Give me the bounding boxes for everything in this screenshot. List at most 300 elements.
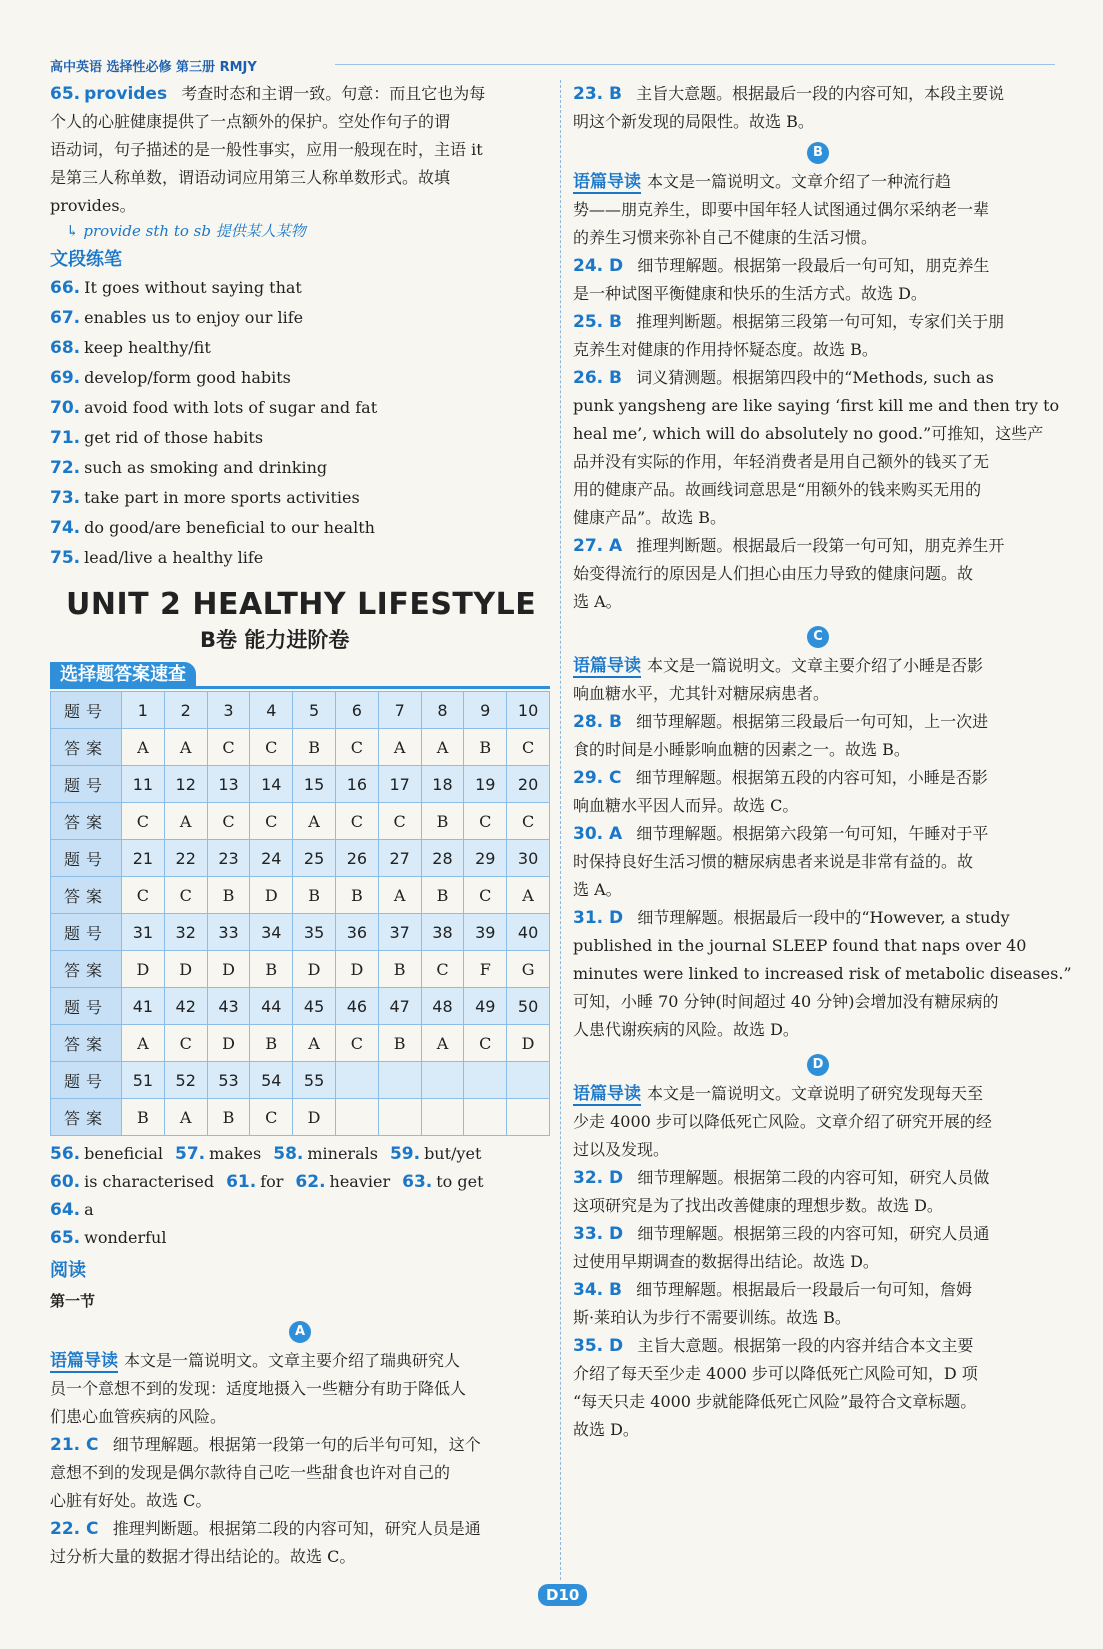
guide-text: 员一个意想不到的发现：适度地摄入一些糖分有助于降低人 <box>50 1379 467 1398</box>
fill-text: for <box>260 1172 284 1191</box>
guide-text: 本文是一篇说明文。文章介绍了一种流行趋 <box>647 172 952 191</box>
answer-cell: D <box>293 1099 336 1136</box>
answer-text: 响血糖水平因人而异。故选 C。 <box>573 796 799 815</box>
answer-text: 是一种试图平衡健康和快乐的生活方式。故选 D。 <box>573 284 927 303</box>
answer-cell: C <box>464 803 507 840</box>
passage-d-badge: D <box>807 1054 829 1076</box>
answer-cell: B <box>207 877 250 914</box>
answer-text: 细节理解题。根据第二段的内容可知，研究人员做 <box>637 1168 990 1187</box>
question-num: 35. D <box>573 1336 624 1356</box>
answer-cell: D <box>164 951 207 988</box>
guide-text: 本文是一篇说明文。文章说明了研究发现每天至 <box>647 1084 984 1103</box>
passage-c <box>573 652 1072 1044</box>
answer-cell: D <box>335 951 378 988</box>
fill-num: 59. <box>389 1144 421 1164</box>
question-number <box>464 1062 507 1099</box>
answer-text: 可知，小睡 70 分钟(时间超过 40 分钟)会增加没有糖尿病的 <box>573 992 999 1011</box>
fill-num: 57. <box>175 1144 206 1164</box>
answer-line <box>573 1304 1063 1332</box>
answer-cell <box>378 1099 421 1136</box>
question-number: 28 <box>421 840 464 877</box>
answer-line <box>50 1515 550 1543</box>
question-number: 29 <box>464 840 507 877</box>
answer-text: 选 A。 <box>573 880 622 899</box>
question-number: 31 <box>122 914 165 951</box>
question-number: 16 <box>335 766 378 803</box>
answer-cell: D <box>250 877 293 914</box>
item-text: do good/are beneficial to our health <box>84 518 375 537</box>
answer-cell: A <box>293 803 336 840</box>
answer-line <box>573 448 1063 476</box>
answer-text: 斯·莱珀认为步行不需要训练。故选 B。 <box>573 1308 851 1327</box>
question-number: 18 <box>421 766 464 803</box>
guide-text: 本文是一篇说明文。文章主要介绍了小睡是否影 <box>647 656 984 675</box>
question-number: 14 <box>250 766 293 803</box>
fill-text: beneficial <box>84 1144 164 1163</box>
question-number: 38 <box>421 914 464 951</box>
question-number: 41 <box>122 988 165 1025</box>
answer-cell: D <box>207 1025 250 1062</box>
answer-cell: A <box>378 729 421 766</box>
fill-item <box>50 1168 214 1196</box>
unit-title: UNIT 2 HEALTHY LIFESTYLE <box>66 587 537 622</box>
answer-line <box>573 392 1063 420</box>
item-num: 66. <box>50 278 81 298</box>
answer-line <box>573 1164 1063 1192</box>
q65-line: 个人的心脏健康提供了一点额外的保护。空处作句子的谓 <box>50 112 451 131</box>
writing-list <box>50 273 550 573</box>
answer-cell <box>421 1099 464 1136</box>
writing-item <box>50 363 550 393</box>
answer-text: 食的时间是小睡影响血糖的因素之一。故选 B。 <box>573 740 910 759</box>
question-number: 5 <box>293 692 336 729</box>
guide-text: 响血糖水平，尤其针对糖尿病患者。 <box>573 684 830 703</box>
page-header: 高中英语 选择性必修 第三册 RMJY <box>50 60 257 75</box>
question-row <box>51 988 550 1025</box>
guide-line <box>573 1108 1063 1136</box>
guide-text: 少走 4000 步可以降低死亡风险。文章介绍了研究开展的经 <box>573 1112 992 1131</box>
question-number: 21 <box>122 840 165 877</box>
question-number: 6 <box>335 692 378 729</box>
answer-cell: C <box>507 729 550 766</box>
answer-text: 主旨大意题。根据最后一段的内容可知，本段主要说 <box>636 84 1005 103</box>
question-number: 45 <box>293 988 336 1025</box>
question-number: 51 <box>122 1062 165 1099</box>
passage-c-badge: C <box>807 626 829 648</box>
question-num: 28. B <box>573 712 622 732</box>
question-label: 题号 <box>51 840 122 877</box>
item-num: 67. <box>50 308 81 328</box>
answer-text: 健康产品”。故选 B。 <box>573 508 727 527</box>
guide-line <box>573 168 1063 196</box>
question-number: 9 <box>464 692 507 729</box>
question-number: 17 <box>378 766 421 803</box>
answer-cell: B <box>378 951 421 988</box>
answer-text: 细节理解题。根据第六段第一句可知，午睡对于平 <box>636 824 989 843</box>
answer-cell: C <box>378 803 421 840</box>
guide-line <box>50 1375 550 1403</box>
fill-num: 56. <box>50 1144 81 1164</box>
fill-text: but/yet <box>424 1144 482 1163</box>
writing-item <box>50 303 550 333</box>
answer-text: heal me’, which will do absolutely no good.”可推知，这些产 <box>573 424 1044 443</box>
fill-answers <box>50 1140 550 1252</box>
answer-label: 答案 <box>51 1099 122 1136</box>
answer-cell: B <box>250 951 293 988</box>
question-number: 19 <box>464 766 507 803</box>
right-column <box>573 80 1072 1444</box>
fill-text: wonderful <box>84 1228 167 1247</box>
answer-cell: C <box>335 1025 378 1062</box>
question-number: 26 <box>335 840 378 877</box>
fill-num: 64. <box>50 1200 81 1220</box>
answer-cell: B <box>378 1025 421 1062</box>
question-number: 52 <box>164 1062 207 1099</box>
answer-cell: C <box>164 877 207 914</box>
question-number <box>421 1062 464 1099</box>
item-text: keep healthy/fit <box>84 338 211 357</box>
answer-cell: B <box>207 1099 250 1136</box>
answer-text: 主旨大意题。根据第一段的内容并结合本文主要 <box>637 1336 974 1355</box>
answer-cell: A <box>122 1025 165 1062</box>
fill-item <box>50 1224 166 1252</box>
fill-num: 61. <box>226 1172 257 1192</box>
answer-line <box>573 1276 1063 1304</box>
answer-cell: C <box>164 1025 207 1062</box>
guide-text: 们患心血管疾病的风险。 <box>50 1407 227 1426</box>
answer-cell: B <box>293 729 336 766</box>
fill-text: a <box>84 1200 94 1219</box>
guide-label: 语篇导读 <box>573 172 641 192</box>
fill-item <box>273 1140 378 1168</box>
answer-text: 克养生对健康的作用持怀疑态度。故选 B。 <box>573 340 878 359</box>
answer-line <box>573 848 1063 876</box>
question-row <box>51 1062 550 1099</box>
answer-cell: C <box>207 803 250 840</box>
column-divider <box>560 80 561 1580</box>
answer-label: 答案 <box>51 803 122 840</box>
answer-cell: C <box>335 729 378 766</box>
passage-d <box>573 1080 1063 1444</box>
fill-num: 65. <box>50 1228 81 1248</box>
item-text: get rid of those habits <box>84 428 264 447</box>
answer-cell: C <box>250 1099 293 1136</box>
guide-label: 语篇导读 <box>573 1084 641 1104</box>
answer-line <box>573 588 1063 616</box>
answer-cell: D <box>293 951 336 988</box>
q65-answer: provides <box>84 84 168 104</box>
fill-item <box>50 1196 94 1224</box>
question-number: 1 <box>122 692 165 729</box>
question-number: 50 <box>507 988 550 1025</box>
fill-text: is characterised <box>84 1172 215 1191</box>
writing-item <box>50 513 550 543</box>
question-number: 13 <box>207 766 250 803</box>
question-number: 35 <box>293 914 336 951</box>
answer-label: 答案 <box>51 729 122 766</box>
guide-text: 过以及发现。 <box>573 1140 670 1159</box>
fill-num: 60. <box>50 1172 81 1192</box>
fill-num: 63. <box>402 1172 433 1192</box>
guide-text: 的养生习惯来弥补自己不健康的生活习惯。 <box>573 228 878 247</box>
item-num: 73. <box>50 488 81 508</box>
answer-line <box>573 252 1063 280</box>
answer-cell <box>507 1099 550 1136</box>
question-num: 25. B <box>573 312 622 332</box>
question-number: 39 <box>464 914 507 951</box>
item-num: 68. <box>50 338 81 358</box>
answer-cell: A <box>421 729 464 766</box>
item-text: enables us to enjoy our life <box>84 308 304 327</box>
question-number: 40 <box>507 914 550 951</box>
question-number: 43 <box>207 988 250 1025</box>
answer-text: 心脏有好处。故选 C。 <box>50 1491 212 1510</box>
question-number: 25 <box>293 840 336 877</box>
question-number <box>378 1062 421 1099</box>
question-num: 31. D <box>573 908 624 928</box>
answer-cell <box>464 1099 507 1136</box>
answer-cell: B <box>293 877 336 914</box>
item-text: avoid food with lots of sugar and fat <box>84 398 378 417</box>
question-num: 30. A <box>573 824 623 844</box>
answer-line <box>573 876 1063 904</box>
answer-cell: B <box>250 1025 293 1062</box>
answer-text: 人患代谢疾病的风险。故选 D。 <box>573 1020 799 1039</box>
question-num: 34. B <box>573 1280 622 1300</box>
question-number: 37 <box>378 914 421 951</box>
answer-row <box>51 951 550 988</box>
answer-line <box>573 280 1063 308</box>
answer-cell: A <box>164 729 207 766</box>
question-number: 44 <box>250 988 293 1025</box>
section-label: 第一节 <box>50 1292 96 1310</box>
item-text: lead/live a healthy life <box>84 548 264 567</box>
passage-a <box>50 1347 550 1571</box>
answer-text: 细节理解题。根据第三段最后一句可知，上一次进 <box>636 712 989 731</box>
answer-line <box>573 1388 1063 1416</box>
answer-cell <box>335 1099 378 1136</box>
answer-line <box>573 1016 1063 1044</box>
question-label: 题号 <box>51 692 122 729</box>
answer-line <box>573 1192 1063 1220</box>
question-number: 34 <box>250 914 293 951</box>
answer-line <box>50 1431 550 1459</box>
writing-item <box>50 543 550 573</box>
passage-a-badge: A <box>289 1321 311 1343</box>
question-num: 27. A <box>573 536 623 556</box>
q23-block <box>573 80 1063 136</box>
answer-text: 介绍了每天至少走 4000 步可以降低死亡风险可知，D 项 <box>573 1364 978 1383</box>
question-number: 12 <box>164 766 207 803</box>
question-label: 题号 <box>51 914 122 951</box>
question-number: 11 <box>122 766 165 803</box>
question-number: 10 <box>507 692 550 729</box>
answer-text: 推理判断题。根据最后一段第一句可知，朋克养生开 <box>636 536 1005 555</box>
answer-cell: A <box>507 877 550 914</box>
answer-text: published in the journal SLEEP found that naps over 40 <box>573 936 1027 955</box>
answer-line <box>573 988 1063 1016</box>
answer-line <box>573 1332 1063 1360</box>
question-number: 36 <box>335 914 378 951</box>
answer-line <box>573 108 1063 136</box>
answer-cell: G <box>507 951 550 988</box>
item-num: 75. <box>50 548 81 568</box>
question-number <box>507 1062 550 1099</box>
question-number: 30 <box>507 840 550 877</box>
question-number: 47 <box>378 988 421 1025</box>
answer-text: 始变得流行的原因是人们担心由压力导致的健康问题。故 <box>573 564 974 583</box>
question-number: 2 <box>164 692 207 729</box>
guide-line <box>573 224 1063 252</box>
fill-item <box>226 1168 283 1196</box>
answer-line <box>573 1416 1063 1444</box>
question-num: 32. D <box>573 1168 624 1188</box>
answer-text: 细节理解题。根据第一段最后一句可知，朋克养生 <box>637 256 990 275</box>
answer-text: 细节理解题。根据第一段第一句的后半句可知，这个 <box>112 1435 481 1454</box>
item-text: It goes without saying that <box>84 278 302 297</box>
fill-item <box>175 1140 261 1168</box>
answer-cell: A <box>164 1099 207 1136</box>
guide-line <box>50 1403 550 1431</box>
answer-line <box>573 1360 1063 1388</box>
reading-title: 阅读 <box>50 1260 86 1281</box>
answer-line <box>573 820 1063 848</box>
answer-line <box>573 792 1063 820</box>
answer-label: 答案 <box>51 877 122 914</box>
answer-cell: B <box>122 1099 165 1136</box>
question-label: 题号 <box>51 1062 122 1099</box>
answer-cell: C <box>122 803 165 840</box>
passage-b-badge: B <box>807 142 829 164</box>
guide-line <box>573 680 1063 708</box>
item-text: such as smoking and drinking <box>84 458 328 477</box>
answer-cell: C <box>464 1025 507 1062</box>
question-row <box>51 692 550 729</box>
writing-item <box>50 423 550 453</box>
answer-cell: D <box>122 951 165 988</box>
question-num: 23. B <box>573 84 622 104</box>
answer-cell: C <box>122 877 165 914</box>
question-number: 42 <box>164 988 207 1025</box>
answer-line <box>573 476 1063 504</box>
answer-cell: B <box>464 729 507 766</box>
answer-text: 词义猜测题。根据第四段中的“Methods, such as <box>636 368 994 387</box>
answer-cell: A <box>421 1025 464 1062</box>
item-num: 72. <box>50 458 81 478</box>
guide-line <box>573 652 1063 680</box>
unit-subtitle: B卷 能力进阶卷 <box>200 628 350 652</box>
answer-cell: D <box>507 1025 550 1062</box>
question-number: 15 <box>293 766 336 803</box>
question-number: 53 <box>207 1062 250 1099</box>
question-num: 21. C <box>50 1435 99 1455</box>
answer-text: 推理判断题。根据第二段的内容可知，研究人员是通 <box>112 1519 481 1538</box>
answer-label: 答案 <box>51 1025 122 1062</box>
answer-text: minutes were linked to increased risk of metabolic diseases.” <box>573 964 1072 983</box>
answer-line <box>573 764 1063 792</box>
header-rule <box>335 64 1055 65</box>
guide-label: 语篇导读 <box>573 656 641 676</box>
answer-text: 这项研究是为了找出改善健康的理想步数。故选 D。 <box>573 1196 943 1215</box>
answer-cell: C <box>250 803 293 840</box>
answer-text: 明这个新发现的局限性。故选 B。 <box>573 112 814 131</box>
guide-text: 本文是一篇说明文。文章主要介绍了瑞典研究人 <box>124 1351 461 1370</box>
guide-line <box>573 1080 1063 1108</box>
answer-table <box>50 691 550 1136</box>
question-num: 24. D <box>573 256 624 276</box>
question-number <box>335 1062 378 1099</box>
guide-label: 语篇导读 <box>50 1351 118 1371</box>
answer-cell: A <box>293 1025 336 1062</box>
answer-line <box>573 420 1063 448</box>
passage-b <box>573 168 1063 616</box>
answer-line <box>573 336 1063 364</box>
left-column <box>50 80 550 1571</box>
answer-cell: A <box>122 729 165 766</box>
answer-cell: C <box>207 729 250 766</box>
answer-text: 细节理解题。根据第五段的内容可知，小睡是否影 <box>635 768 988 787</box>
fill-text: makes <box>209 1144 262 1163</box>
answer-line <box>50 1459 550 1487</box>
answer-text: 选 A。 <box>573 592 622 611</box>
note-text: provide sth to sb 提供某人某物 <box>83 222 306 240</box>
answer-cell: C <box>335 803 378 840</box>
answer-label: 答案 <box>51 951 122 988</box>
answer-row <box>51 1099 550 1136</box>
item-text: develop/form good habits <box>84 368 291 387</box>
answer-cell: B <box>335 877 378 914</box>
answer-cell: F <box>464 951 507 988</box>
guide-line <box>573 1136 1063 1164</box>
question-row <box>51 766 550 803</box>
question-number: 49 <box>464 988 507 1025</box>
answer-line <box>573 1248 1063 1276</box>
question-label: 题号 <box>51 766 122 803</box>
question-number: 8 <box>421 692 464 729</box>
guide-line <box>50 1347 550 1375</box>
answer-row <box>51 729 550 766</box>
handwritten-note: ↳ provide sth to sb 提供某人某物 <box>66 222 306 240</box>
item-text: take part in more sports activities <box>84 488 360 507</box>
answer-text: 细节理解题。根据第三段的内容可知，研究人员通 <box>637 1224 990 1243</box>
question-number: 54 <box>250 1062 293 1099</box>
answer-text: punk yangsheng are like saying ‘first kill me and then try to <box>573 396 1060 415</box>
fill-num: 58. <box>273 1144 304 1164</box>
answer-line <box>573 560 1063 588</box>
question-row <box>51 840 550 877</box>
question-row <box>51 914 550 951</box>
answer-text: 过分析大量的数据才得出结论的。故选 C。 <box>50 1547 356 1566</box>
answer-line <box>573 308 1063 336</box>
question-num: 22. C <box>50 1519 99 1539</box>
question-number: 27 <box>378 840 421 877</box>
answer-cell: C <box>507 803 550 840</box>
item-num: 70. <box>50 398 81 418</box>
writing-item <box>50 393 550 423</box>
item-num: 71. <box>50 428 81 448</box>
question-number: 46 <box>335 988 378 1025</box>
fill-item <box>295 1168 390 1196</box>
answer-line <box>573 504 1063 532</box>
question-number: 24 <box>250 840 293 877</box>
question-number: 32 <box>164 914 207 951</box>
answer-line <box>50 1487 550 1515</box>
question-number: 7 <box>378 692 421 729</box>
question-number: 48 <box>421 988 464 1025</box>
answer-text: “每天只走 4000 步就能降低死亡风险”最符合文章标题。 <box>573 1392 977 1411</box>
question-num: 29. C <box>573 768 622 788</box>
answer-row <box>51 877 550 914</box>
